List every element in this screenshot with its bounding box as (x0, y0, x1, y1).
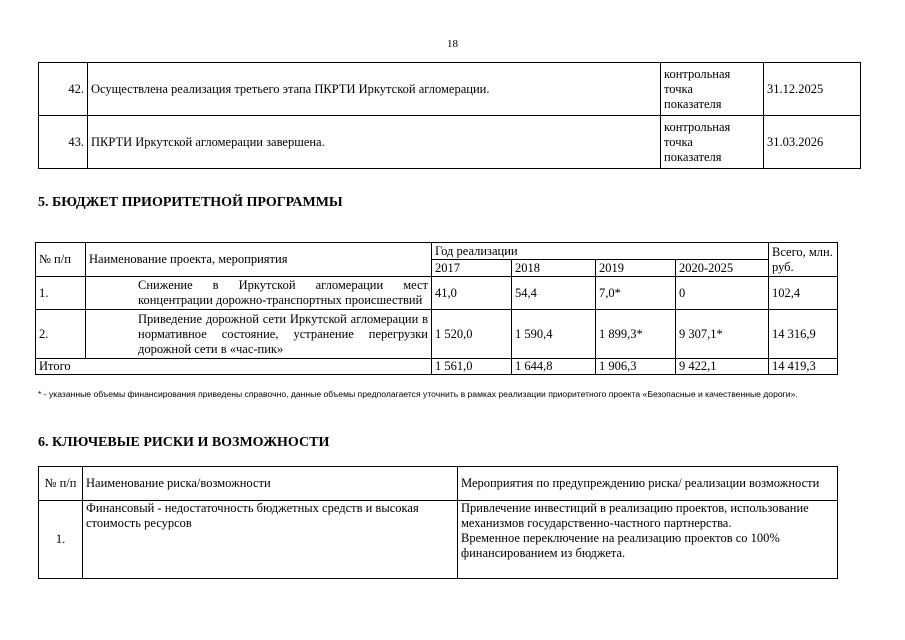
total-cell: 102,4 (769, 277, 838, 310)
row-number: 2. (36, 310, 86, 359)
column-header-year: Год реализации (432, 243, 769, 260)
checkpoint-text: ПКРТИ Иркутской агломерации завершена. (88, 116, 661, 169)
row-number: 1. (36, 277, 86, 310)
row-number: 1. (39, 501, 83, 579)
value-cell: 1 906,3 (596, 359, 676, 375)
checkpoint-type (661, 116, 764, 169)
year-header: 2020-2025 (676, 260, 769, 277)
table-row (36, 277, 838, 310)
table-row (39, 116, 861, 169)
value-cell: 7,0* (596, 277, 676, 310)
column-header-name: Наименование проекта, мероприятия (86, 243, 432, 277)
year-header: 2018 (512, 260, 596, 277)
checkpoint-date: 31.12.2025 (764, 63, 861, 116)
type-line: точка (664, 134, 693, 149)
type-line: контрольная (664, 119, 731, 134)
table-row (39, 63, 861, 116)
project-name: Снижение в Иркутской агломерации мест концентрации дорожно-транспортных происшествий (86, 277, 432, 310)
year-header: 2019 (596, 260, 676, 277)
column-header-number: № п/п (36, 243, 86, 277)
type-line: контрольная (664, 66, 731, 81)
header-row (36, 243, 838, 260)
column-header-measures: Мероприятия по предупреждению риска/ реализации возможности (458, 467, 838, 501)
value-cell: 1 561,0 (432, 359, 512, 375)
checkpoint-date: 31.03.2026 (764, 116, 861, 169)
budget-footnote: * - указанные объемы финансирования приведены справочно, данные объемы предполагается уточнить в рамках реализации приоритетного проекта «Безопасные и качественные дороги». (38, 389, 798, 399)
type-line: точка (664, 81, 693, 96)
type-line: показателя (664, 149, 722, 164)
table-row (39, 501, 838, 579)
measure-item: Привлечение инвестиций в реализацию проектов, использование механизмов государственно-частного партнерства. (461, 501, 809, 530)
total-cell: 14 316,9 (769, 310, 838, 359)
value-cell: 9 422,1 (676, 359, 769, 375)
risks-heading: 6. КЛЮЧЕВЫЕ РИСКИ И ВОЗМОЖНОСТИ (38, 435, 330, 450)
value-cell: 1 590,4 (512, 310, 596, 359)
table-row (36, 310, 838, 359)
page-number: 18 (447, 38, 458, 50)
total-row (36, 359, 838, 375)
value-cell: 41,0 (432, 277, 512, 310)
total-cell: 14 419,3 (769, 359, 838, 375)
value-cell: 0 (676, 277, 769, 310)
checkpoints-table (38, 62, 861, 169)
value-cell: 54,4 (512, 277, 596, 310)
risk-measures (458, 501, 838, 579)
project-name: Приведение дорожной сети Иркутской агломерации в нормативное состояние, устранение перегрузки дорожной сети в «час-пик» (86, 310, 432, 359)
budget-table (35, 242, 838, 375)
risks-table (38, 466, 838, 579)
row-number: 43. (39, 116, 88, 169)
value-cell: 1 520,0 (432, 310, 512, 359)
year-header: 2017 (432, 260, 512, 277)
value-cell: 1 899,3* (596, 310, 676, 359)
value-cell: 1 644,8 (512, 359, 596, 375)
column-header-number: № п/п (39, 467, 83, 501)
measure-item: Временное переключение на реализацию проектов со 100% финансированием из бюджета. (461, 531, 780, 560)
budget-heading: 5. БЮДЖЕТ ПРИОРИТЕТНОЙ ПРОГРАММЫ (38, 195, 343, 210)
header-row (39, 467, 838, 501)
type-line: показателя (664, 96, 722, 111)
column-header-total: Всего, млн. руб. (769, 243, 838, 277)
checkpoint-text: Осуществлена реализация третьего этапа ПКРТИ Иркутской агломерации. (88, 63, 661, 116)
checkpoint-type (661, 63, 764, 116)
total-label: Итого (36, 359, 432, 375)
row-number: 42. (39, 63, 88, 116)
value-cell: 9 307,1* (676, 310, 769, 359)
risk-name: Финансовый - недостаточность бюджетных средств и высокая стоимость ресурсов (83, 501, 458, 579)
column-header-name: Наименование риска/возможности (83, 467, 458, 501)
